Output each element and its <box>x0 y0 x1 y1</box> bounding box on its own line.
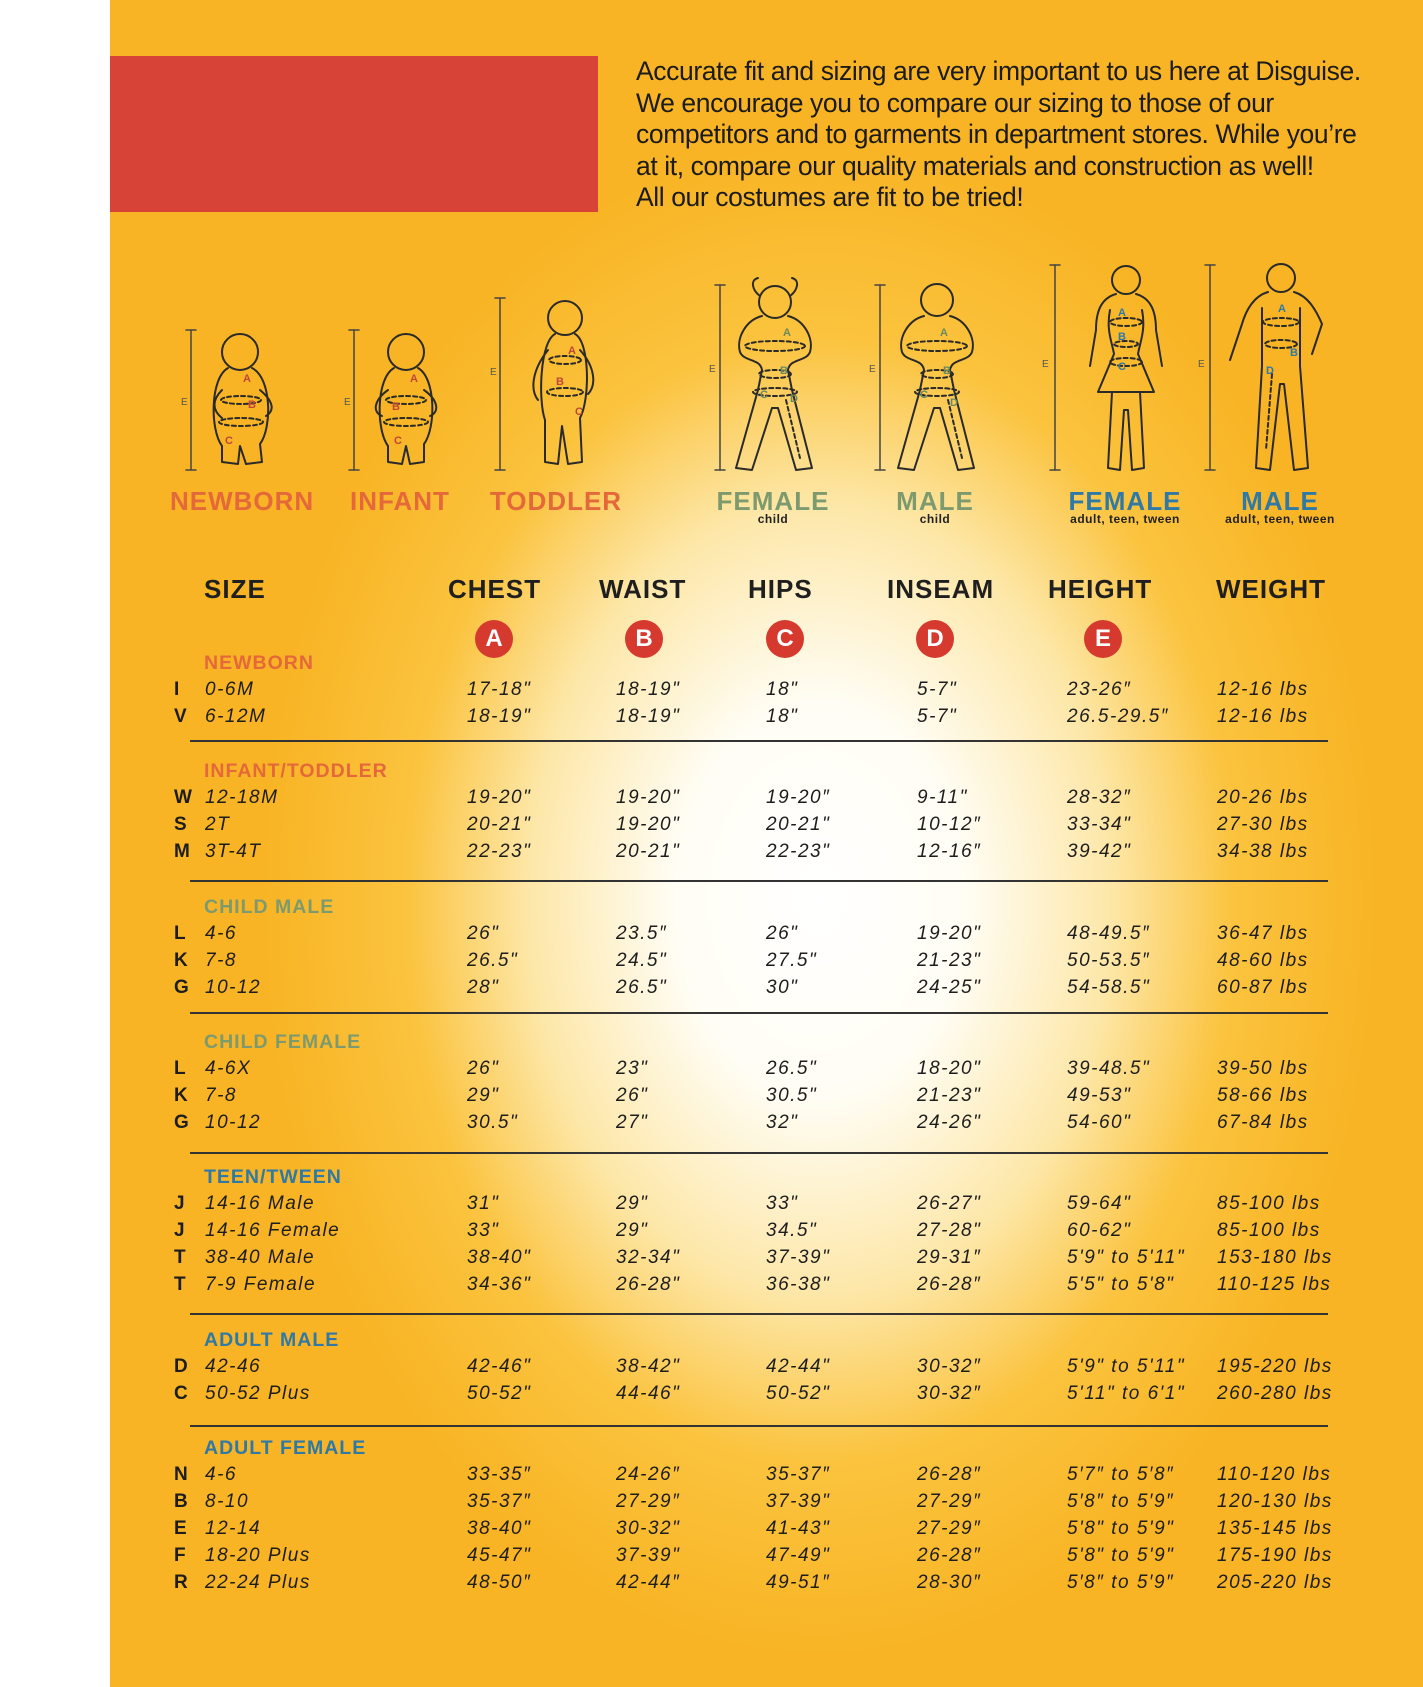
measurement-cell: 21-23" <box>917 1085 982 1106</box>
measurement-cell: 5′7″ to 5′8″ <box>1067 1464 1175 1485</box>
measurement-cell: 41-43" <box>766 1518 831 1539</box>
figure-mark-a: A <box>783 327 791 339</box>
figure-mark-c: C <box>1118 361 1126 373</box>
label-male-adult: MALE <box>1241 486 1319 516</box>
measurement-cell: 5′8″ to 5′9″ <box>1067 1572 1175 1593</box>
size-code: I <box>174 679 180 700</box>
measurement-cell: 58-66 lbs <box>1217 1085 1309 1106</box>
size-code: L <box>174 1058 186 1079</box>
figure-mark-d: D <box>950 397 958 409</box>
measurement-cell: 34-38 lbs <box>1217 841 1309 862</box>
measurement-cell: 17-18" <box>467 679 532 700</box>
table-row <box>0 1193 1423 1220</box>
size-code: J <box>174 1193 185 1214</box>
newborn-figure <box>214 334 272 464</box>
measurement-cell: 5'8" to 5'9" <box>1067 1545 1175 1566</box>
intro-paragraph <box>636 56 1361 214</box>
size-code: R <box>174 1572 188 1593</box>
size-label: 0-6M <box>205 679 255 700</box>
measurement-cell: 85-100 lbs <box>1217 1220 1321 1241</box>
col-weight-header: WEIGHT <box>1216 574 1326 604</box>
figure-mark-a: A <box>1118 307 1126 319</box>
figure-illustrations <box>0 250 1423 500</box>
group-divider <box>190 1313 1328 1315</box>
measurement-cell: 26" <box>467 923 500 944</box>
measurement-cell: 42-44″ <box>616 1572 681 1593</box>
measurement-cell: 26.5" <box>766 1058 818 1079</box>
table-row <box>0 841 1423 868</box>
figure-mark-b: B <box>556 376 564 388</box>
size-label: 14-16 Male <box>205 1193 316 1214</box>
measurement-cell: 42-46" <box>467 1356 532 1377</box>
measurement-cell: 20-26 lbs <box>1217 787 1309 808</box>
measurement-cell: 48-50″ <box>467 1572 532 1593</box>
size-label: 3T-4T <box>205 841 262 862</box>
col-height-header: HEIGHT <box>1048 574 1153 604</box>
measurement-cell: 26" <box>616 1085 649 1106</box>
measurement-cell: 27-29″ <box>917 1518 982 1539</box>
measurement-cell: 24-26" <box>917 1112 982 1133</box>
measurement-cell: 20-21" <box>616 841 681 862</box>
measurement-cell: 30.5" <box>467 1112 519 1133</box>
measurement-cell: 24-26″ <box>616 1464 681 1485</box>
col-inseam-header: INSEAM <box>887 574 995 604</box>
group-title: CHILD FEMALE <box>204 1031 362 1053</box>
group-divider <box>190 1152 1328 1154</box>
measurement-cell: 38-40" <box>467 1518 532 1539</box>
label-male-child: MALE <box>896 486 974 516</box>
measurement-cell: 29" <box>467 1085 500 1106</box>
size-code: L <box>174 923 186 944</box>
measurement-cell: 27-28" <box>917 1220 982 1241</box>
size-code: J <box>174 1220 185 1241</box>
figure-mark-b: B <box>248 399 256 411</box>
size-label: 12-14 <box>205 1518 262 1539</box>
measurement-cell: 20-21" <box>467 814 532 835</box>
size-label: 4-6X <box>205 1058 252 1079</box>
measurement-cell: 59-64" <box>1067 1193 1132 1214</box>
measurement-cell: 85-100 lbs <box>1217 1193 1321 1214</box>
table-row <box>0 1491 1423 1518</box>
size-code: G <box>174 977 189 998</box>
size-code: W <box>174 787 192 808</box>
label-newborn: NEWBORN <box>170 486 315 516</box>
measurement-cell: 18-19" <box>616 706 681 727</box>
measurement-cell: 67-84 lbs <box>1217 1112 1309 1133</box>
group-title: ADULT FEMALE <box>204 1437 367 1459</box>
figure-mark-c: C <box>225 435 233 447</box>
measurement-cell: 27-30 lbs <box>1217 814 1309 835</box>
table-row <box>0 923 1423 950</box>
measurement-cell: 37-39" <box>766 1247 831 1268</box>
measurement-cell: 9-11" <box>917 787 968 808</box>
measurement-cell: 54-60" <box>1067 1112 1132 1133</box>
size-code: T <box>174 1247 186 1268</box>
size-code: C <box>174 1383 188 1404</box>
measurement-cell: 30-32″ <box>917 1383 982 1404</box>
measurement-cell: 19-20" <box>467 787 532 808</box>
col-waist-header: WAIST <box>599 574 687 604</box>
figure-mark-e: E <box>1042 359 1049 370</box>
group-divider <box>190 1425 1328 1427</box>
size-label: 50-52 Plus <box>205 1383 311 1404</box>
table-row <box>0 814 1423 841</box>
size-label: 8-10 <box>205 1491 250 1512</box>
figure-mark-a: A <box>1278 303 1286 315</box>
size-code: B <box>174 1491 188 1512</box>
figure-mark-e: E <box>709 364 716 375</box>
size-label: 18-20 Plus <box>205 1545 311 1566</box>
measurement-cell: 29-31″ <box>917 1247 982 1268</box>
intro-line: Accurate fit and sizing are very important to us here at Disguise. <box>636 56 1361 86</box>
size-code: K <box>174 950 188 971</box>
intro-line: We encourage you to compare our sizing to those of our <box>636 87 1274 118</box>
measurement-cell: 12-16″ <box>917 841 982 862</box>
size-label: 7-8 <box>205 950 237 971</box>
female-child-figure <box>736 278 812 470</box>
size-code: K <box>174 1085 188 1106</box>
table-row <box>0 1464 1423 1491</box>
size-label: 42-46 <box>205 1356 262 1377</box>
group-title: INFANT/TODDLER <box>204 760 388 782</box>
measurement-cell: 18" <box>766 679 799 700</box>
measurement-cell: 19-20″ <box>766 787 831 808</box>
measurement-cell: 32-34" <box>616 1247 681 1268</box>
measurement-cell: 18-19" <box>616 679 681 700</box>
measurement-cell: 110-125 lbs <box>1217 1274 1332 1295</box>
measurement-cell: 21-23" <box>917 950 982 971</box>
label-female-adult: FEMALE <box>1068 486 1182 516</box>
measurement-cell: 135-145 lbs <box>1217 1518 1333 1539</box>
measurement-cell: 30.5" <box>766 1085 818 1106</box>
size-code: G <box>174 1112 189 1133</box>
label-toddler: TODDLER <box>489 486 623 516</box>
table-row <box>0 1247 1423 1274</box>
table-row <box>0 1383 1423 1410</box>
table-row <box>0 679 1423 706</box>
measurement-cell: 19-20" <box>917 923 982 944</box>
measurement-cell: 23" <box>616 1058 649 1079</box>
measurement-cell: 50-53.5″ <box>1067 950 1151 971</box>
group-divider <box>190 1012 1328 1014</box>
measurement-cell: 5-7" <box>917 706 958 727</box>
figure-mark-c: C <box>575 406 583 418</box>
measurement-cell: 50-52" <box>766 1383 831 1404</box>
group-title: TEEN/TWEEN <box>204 1166 342 1188</box>
figure-mark-d: D <box>790 393 798 405</box>
measurement-cell: 54-58.5" <box>1067 977 1151 998</box>
size-label: 6-12M <box>205 706 267 727</box>
measurement-cell: 35-37″ <box>467 1491 532 1512</box>
measurement-cell: 39-48.5" <box>1067 1058 1151 1079</box>
table-row <box>0 1518 1423 1545</box>
measurement-cell: 12-16 lbs <box>1217 679 1309 700</box>
figure-mark-c: C <box>394 435 402 447</box>
measurement-cell: 5'9" to 5'11" <box>1067 1356 1186 1377</box>
measurement-cell: 39-50 lbs <box>1217 1058 1309 1079</box>
measurement-cell: 27" <box>616 1112 649 1133</box>
figure-mark-c: C <box>760 389 768 401</box>
measurement-cell: 5′8″ to 5′9″ <box>1067 1491 1175 1512</box>
measurement-cell: 26-27" <box>917 1193 982 1214</box>
measurement-cell: 33-35″ <box>467 1464 532 1485</box>
table-row <box>0 950 1423 977</box>
col-hips-header: HIPS <box>748 574 813 604</box>
group-title: CHILD MALE <box>204 896 335 918</box>
measurement-cell: 33" <box>467 1220 500 1241</box>
measurement-cell: 37-39" <box>766 1491 831 1512</box>
size-label: 7-9 Female <box>205 1274 317 1295</box>
measurement-cell: 44-46" <box>616 1383 681 1404</box>
col-chest-header: CHEST <box>448 574 542 604</box>
size-label: 2T <box>205 814 231 835</box>
measurement-cell: 33" <box>766 1193 799 1214</box>
badge-height-e: E <box>1084 620 1122 658</box>
group-divider <box>190 740 1328 742</box>
badge-waist-b: B <box>625 620 663 658</box>
label-infant: INFANT <box>350 486 450 516</box>
table-row <box>0 706 1423 733</box>
label-male-adult-sub: adult, teen, tween <box>1225 512 1335 526</box>
measurement-cell: 22-23" <box>467 841 532 862</box>
label-female-child-sub: child <box>757 512 789 526</box>
group-title: ADULT MALE <box>204 1329 340 1351</box>
size-label: 4-6 <box>205 1464 237 1485</box>
table-row <box>0 787 1423 814</box>
size-code: V <box>174 706 187 727</box>
badge-inseam-d: D <box>916 620 954 658</box>
measurement-cell: 27-29″ <box>917 1491 982 1512</box>
col-size-header: SIZE <box>204 574 266 604</box>
table-row <box>0 1572 1423 1599</box>
measurement-cell: 5'8" to 5'9" <box>1067 1518 1175 1539</box>
figure-mark-a: A <box>568 345 576 357</box>
measurement-cell: 19-20" <box>616 787 681 808</box>
label-female-child: FEMALE <box>716 486 830 516</box>
measurement-cell: 26-28″ <box>917 1464 982 1485</box>
measurement-cell: 30-32″ <box>917 1356 982 1377</box>
table-row <box>0 977 1423 1004</box>
size-label: 38-40 Male <box>205 1247 316 1268</box>
measurement-cell: 29" <box>616 1193 649 1214</box>
measurement-cell: 23.5″ <box>616 923 668 944</box>
size-code: D <box>174 1356 188 1377</box>
group-title: NEWBORN <box>204 652 314 674</box>
measurement-cell: 27.5" <box>766 950 818 971</box>
table-row <box>0 1085 1423 1112</box>
measurement-cell: 48-49.5″ <box>1067 923 1151 944</box>
size-code: M <box>174 841 190 862</box>
measurement-cell: 32" <box>766 1112 799 1133</box>
measurement-cell: 34.5" <box>766 1220 818 1241</box>
measurement-cell: 37-39" <box>616 1545 681 1566</box>
table-row <box>0 1112 1423 1139</box>
table-row <box>0 1545 1423 1572</box>
measurement-cell: 38-42" <box>616 1356 681 1377</box>
measurement-cell: 19-20" <box>616 814 681 835</box>
measurement-cell: 28" <box>467 977 500 998</box>
measurement-cell: 260-280 lbs <box>1217 1383 1333 1404</box>
measurement-cell: 24-25" <box>917 977 982 998</box>
measurement-cell: 47-49" <box>766 1545 831 1566</box>
intro-line: All our costumes are fit to be tried! <box>636 182 1024 212</box>
measurement-cell: 26" <box>766 923 799 944</box>
figure-mark-b: B <box>392 401 400 413</box>
figure-mark-c: C <box>920 389 928 401</box>
measurement-cell: 29" <box>616 1220 649 1241</box>
figure-mark-e: E <box>344 397 351 408</box>
size-code: T <box>174 1274 186 1295</box>
figure-mark-b: B <box>1290 347 1298 359</box>
measurement-cell: 31" <box>467 1193 500 1214</box>
measurement-cell: 12-16 lbs <box>1217 706 1309 727</box>
table-row <box>0 1274 1423 1301</box>
measurement-cell: 60-87 lbs <box>1217 977 1309 998</box>
measurement-cell: 49-51″ <box>766 1572 831 1593</box>
figure-mark-a: A <box>940 327 948 339</box>
measurement-cell: 5'9" to 5'11" <box>1067 1247 1186 1268</box>
measurement-cell: 35-37″ <box>766 1464 831 1485</box>
measurement-cell: 120-130 lbs <box>1217 1491 1333 1512</box>
measurement-cell: 195-220 lbs <box>1217 1356 1333 1377</box>
measurement-cell: 26-28″ <box>917 1545 982 1566</box>
table-row <box>0 1058 1423 1085</box>
measurement-cell: 26.5" <box>616 977 668 998</box>
figure-mark-a: A <box>410 373 418 385</box>
size-label: 22-24 Plus <box>205 1572 311 1593</box>
label-female-adult-sub: adult, teen, tween <box>1070 512 1180 526</box>
measurement-cell: 48-60 lbs <box>1217 950 1309 971</box>
size-code: F <box>174 1545 186 1566</box>
measurement-cell: 26.5-29.5″ <box>1067 706 1170 727</box>
measurement-cell: 28-30″ <box>917 1572 982 1593</box>
measurement-cell: 45-47" <box>467 1545 532 1566</box>
size-code: E <box>174 1518 187 1539</box>
badge-hips-c: C <box>766 620 804 658</box>
measurement-cell: 36-47 lbs <box>1217 923 1309 944</box>
male-adult-figure <box>1230 264 1322 470</box>
measurement-cell: 10-12″ <box>917 814 982 835</box>
size-label: 7-8 <box>205 1085 237 1106</box>
label-male-child-sub: child <box>919 512 951 526</box>
measurement-cell: 26-28″ <box>917 1274 982 1295</box>
intro-line: at it, compare our quality materials and construction as well! <box>636 150 1314 181</box>
size-label: 12-18M <box>205 787 279 808</box>
measurement-cell: 26-28" <box>616 1274 681 1295</box>
measurement-cell: 18-20" <box>917 1058 982 1079</box>
measurement-cell: 49-53" <box>1067 1085 1132 1106</box>
measurement-cell: 30-32" <box>616 1518 681 1539</box>
measurement-cell: 34-36" <box>467 1274 532 1295</box>
measurement-cell: 18" <box>766 706 799 727</box>
size-code: S <box>174 814 187 835</box>
measurement-cell: 33-34" <box>1067 814 1132 835</box>
figure-mark-a: A <box>243 373 251 385</box>
measurement-cell: 18-19" <box>467 706 532 727</box>
measurement-cell: 38-40" <box>467 1247 532 1268</box>
measurement-cell: 153-180 lbs <box>1217 1247 1333 1268</box>
size-label: 14-16 Female <box>205 1220 341 1241</box>
measurement-cell: 205-220 lbs <box>1217 1572 1333 1593</box>
measurement-cell: 28-32″ <box>1067 787 1132 808</box>
red-banner-block <box>110 56 598 212</box>
figure-mark-b: B <box>943 365 951 377</box>
measurement-cell: 5'5" to 5'8" <box>1067 1274 1175 1295</box>
measurement-cell: 60-62" <box>1067 1220 1132 1241</box>
size-label: 4-6 <box>205 923 237 944</box>
figure-mark-b: B <box>1118 331 1126 343</box>
infant-figure <box>376 334 437 464</box>
badge-chest-a: A <box>475 620 513 658</box>
size-label: 10-12 <box>205 1112 262 1133</box>
measurement-cell: 20-21" <box>766 814 831 835</box>
measurement-cell: 30" <box>766 977 799 998</box>
figure-mark-e: E <box>1198 359 1205 370</box>
figure-mark-b: B <box>780 365 788 377</box>
intro-line: competitors and to garments in department stores. While you’re <box>636 119 1357 149</box>
measurement-cell: 50-52" <box>467 1383 532 1404</box>
figure-mark-e: E <box>869 364 876 375</box>
figure-mark-d: D <box>1266 365 1274 377</box>
measurement-cell: 26.5" <box>467 950 519 971</box>
figure-mark-e: E <box>181 397 188 408</box>
group-divider <box>190 880 1328 882</box>
table-row <box>0 1220 1423 1247</box>
size-code: N <box>174 1464 188 1485</box>
measurement-cell: 5-7" <box>917 679 958 700</box>
measurement-cell: 36-38" <box>766 1274 831 1295</box>
table-row <box>0 1356 1423 1383</box>
measurement-cell: 26" <box>467 1058 500 1079</box>
size-label: 10-12 <box>205 977 262 998</box>
measurement-cell: 5'11" to 6'1" <box>1067 1383 1186 1404</box>
measurement-cell: 39-42" <box>1067 841 1132 862</box>
measurement-cell: 27-29″ <box>616 1491 681 1512</box>
measurement-cell: 110-120 lbs <box>1217 1464 1332 1485</box>
male-child-figure <box>898 284 974 470</box>
figure-mark-e: E <box>490 367 497 378</box>
measurement-cell: 22-23" <box>766 841 831 862</box>
measurement-cell: 23-26″ <box>1067 679 1132 700</box>
measurement-cell: 175-190 lbs <box>1217 1545 1333 1566</box>
measurement-cell: 42-44" <box>766 1356 831 1377</box>
female-adult-figure <box>1090 266 1162 470</box>
measurement-cell: 24.5" <box>616 950 668 971</box>
